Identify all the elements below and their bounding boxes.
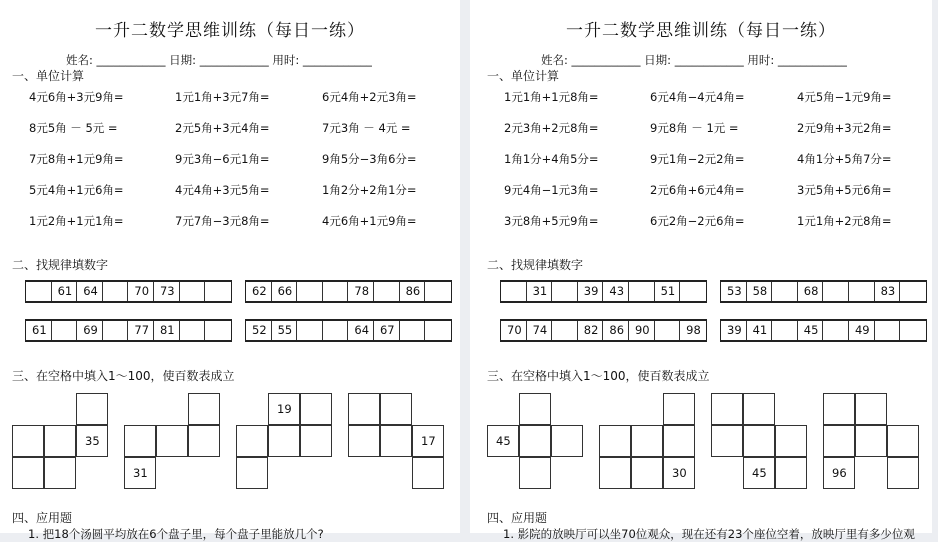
sequence-cell[interactable]: 58	[747, 282, 773, 301]
sequence-cell[interactable]	[823, 321, 849, 340]
hundred-chart-cell[interactable]	[519, 457, 551, 489]
sequence-cell[interactable]	[552, 282, 578, 301]
sequence-cell[interactable]: 64	[77, 282, 103, 301]
calc-question: 6元2角−2元6角=	[650, 214, 745, 228]
hundred-chart-cell[interactable]	[300, 425, 332, 457]
calc-question: 2元6角+6元4角=	[650, 183, 745, 197]
hundred-chart-cell[interactable]	[412, 457, 444, 489]
sequence-cell[interactable]	[875, 321, 901, 340]
sequence-cell[interactable]: 66	[272, 282, 298, 301]
hundred-chart-cell[interactable]	[188, 425, 220, 457]
sequence-cell[interactable]	[849, 282, 875, 301]
number-sequence-row	[245, 319, 452, 342]
calc-question: 1元2角+1元1角=	[29, 214, 124, 228]
hundred-chart-cell[interactable]	[599, 457, 631, 489]
sequence-cell[interactable]: 86	[603, 321, 629, 340]
calc-question: 7元8角+1元9角=	[29, 152, 124, 166]
calc-question: 6元4角−4元4角=	[650, 90, 745, 104]
sequence-cell[interactable]: 98	[686, 323, 701, 337]
sequence-cell[interactable]: 49	[849, 321, 875, 340]
hundred-chart-cell[interactable]	[300, 393, 332, 425]
hundred-chart-cell[interactable]: 35	[76, 425, 108, 457]
hundred-chart-cell[interactable]	[775, 425, 807, 457]
calc-question: 2元9角+3元2角=	[797, 121, 892, 135]
hundred-chart-cell[interactable]	[663, 425, 695, 457]
worksheet-title: 一升二数学思维训练（每日一练）	[566, 21, 836, 41]
sequence-cell[interactable]: 69	[77, 321, 103, 340]
calc-question: 1元1角+1元8角=	[504, 90, 599, 104]
calc-question: 3元5角+5元6角=	[797, 183, 892, 197]
hundred-chart-cell[interactable]: 45	[743, 457, 775, 489]
hundred-chart-cell[interactable]	[188, 393, 220, 425]
hundred-chart-cell[interactable]	[12, 457, 44, 489]
sequence-cell[interactable]	[772, 321, 798, 340]
hundred-chart-cell[interactable]	[380, 393, 412, 425]
calc-question: 1元1角+3元7角=	[175, 90, 270, 104]
hundred-chart-cell[interactable]	[156, 425, 188, 457]
calc-question: 6元4角+2元3角=	[322, 90, 417, 104]
sequence-cell[interactable]	[823, 282, 849, 301]
number-sequence-row	[25, 319, 232, 342]
sequence-cell[interactable]	[552, 321, 578, 340]
hundred-chart-cell[interactable]	[887, 425, 919, 457]
hundred-chart-cell[interactable]: 31	[124, 457, 156, 489]
sequence-cell[interactable]	[26, 282, 52, 301]
sequence-cell[interactable]	[297, 282, 323, 301]
sequence-cell[interactable]	[772, 282, 798, 301]
hundred-chart-cell[interactable]	[44, 457, 76, 489]
section-heading-unit-calc: 一、单位计算	[12, 69, 85, 83]
sequence-cell[interactable]: 82	[578, 321, 604, 340]
hundred-chart-cell[interactable]	[44, 425, 76, 457]
sequence-cell[interactable]	[680, 282, 706, 301]
number-sequence-row	[500, 319, 707, 342]
section-heading-word-problems: 四、应用题	[12, 511, 73, 525]
section-heading-pattern: 二、找规律填数字	[487, 258, 584, 272]
sequence-cell[interactable]	[323, 282, 349, 301]
calc-question: 4角1分+5角7分=	[797, 152, 892, 166]
calc-question: 9角5分−3角6分=	[322, 152, 417, 166]
worksheet-page-left	[0, 0, 460, 541]
sequence-cell[interactable]	[103, 321, 129, 340]
word-problem-1: 1. 影院的放映厅可以坐70位观众，现在还有23个座位空着，放映厅里有多少位观	[503, 527, 915, 541]
hundred-chart-cell[interactable]: 19	[268, 393, 300, 425]
calc-question: 4元4角+3元5角=	[175, 183, 270, 197]
hundred-chart-cell[interactable]	[551, 425, 583, 457]
hundred-chart-cell[interactable]	[124, 425, 156, 457]
calc-question: 9元1角−2元2角=	[650, 152, 745, 166]
sequence-cell[interactable]	[205, 321, 231, 340]
worksheet-title: 一升二数学思维训练（每日一练）	[95, 21, 365, 41]
hundred-chart-cell[interactable]	[743, 425, 775, 457]
sequence-cell[interactable]: 39	[721, 321, 747, 340]
calc-question: 3元8角+5元9角=	[504, 214, 599, 228]
sequence-cell[interactable]	[180, 321, 206, 340]
section-heading-hundred-chart: 三、在空格中填入1～100，使百数表成立	[487, 369, 710, 383]
sequence-cell[interactable]	[425, 321, 451, 340]
sequence-cell[interactable]: 78	[348, 282, 374, 301]
worksheet-page-right	[470, 0, 932, 541]
section-heading-pattern: 二、找规律填数字	[12, 258, 109, 272]
hundred-chart-cell[interactable]	[236, 425, 268, 457]
sequence-cell[interactable]: 86	[400, 282, 426, 301]
sequence-cell[interactable]	[900, 282, 926, 301]
sequence-cell[interactable]: 74	[527, 321, 553, 340]
sequence-cell[interactable]	[180, 282, 206, 301]
hundred-chart-cell[interactable]	[855, 393, 887, 425]
hundred-chart-cell[interactable]	[823, 425, 855, 457]
sequence-cell[interactable]: 61	[26, 321, 52, 340]
student-info-line: 姓名: ____________ 日期: ____________ 用时: ____________	[66, 53, 372, 67]
hundred-chart-cell[interactable]	[711, 425, 743, 457]
hundred-chart-cell[interactable]	[380, 425, 412, 457]
section-heading-unit-calc: 一、单位计算	[487, 69, 560, 83]
hundred-chart-cell[interactable]	[855, 425, 887, 457]
sequence-cell[interactable]	[323, 321, 349, 340]
section-heading-word-problems: 四、应用题	[487, 511, 548, 525]
sequence-cell[interactable]: 70	[501, 321, 527, 340]
calc-question: 9元8角 － 1元 =	[650, 121, 739, 135]
sequence-cell[interactable]	[655, 321, 681, 340]
sequence-cell[interactable]: 83	[875, 282, 901, 301]
calc-question: 9元3角−6元1角=	[175, 152, 270, 166]
word-problem-1: 1. 把18个汤圆平均放在6个盘子里，每个盘子里能放几个?	[28, 527, 324, 541]
sequence-cell[interactable]: 61	[52, 282, 78, 301]
hundred-chart-cell[interactable]: 45	[487, 425, 519, 457]
hundred-chart-cell[interactable]	[76, 393, 108, 425]
sequence-cell[interactable]: 90	[629, 321, 655, 340]
hundred-chart-cell[interactable]	[823, 393, 855, 425]
number-sequence-row	[245, 280, 452, 303]
calc-question: 1角2分+2角1分=	[322, 183, 417, 197]
calc-question: 4元6角+1元9角=	[322, 214, 417, 228]
sequence-cell[interactable]: 77	[128, 321, 154, 340]
sequence-cell[interactable]: 43	[603, 282, 629, 301]
number-sequence-row	[500, 280, 707, 303]
sequence-cell[interactable]: 62	[246, 282, 272, 301]
hundred-chart-cell[interactable]: 96	[823, 457, 855, 489]
hundred-chart-cell[interactable]	[268, 425, 300, 457]
hundred-chart-cell[interactable]	[12, 425, 44, 457]
sequence-cell[interactable]	[425, 282, 451, 301]
calc-question: 2元5角+3元4角=	[175, 121, 270, 135]
student-info-line: 姓名: ____________ 日期: ____________ 用时: ____________	[541, 53, 847, 67]
calc-question: 7元3角 － 4元 =	[322, 121, 411, 135]
sequence-cell[interactable]	[629, 282, 655, 301]
hundred-chart-cell[interactable]	[631, 425, 663, 457]
hundred-chart-cell[interactable]: 17	[412, 425, 444, 457]
sequence-cell[interactable]: 68	[798, 282, 824, 301]
sequence-cell[interactable]: 41	[747, 321, 773, 340]
sequence-cell[interactable]	[52, 321, 78, 340]
calc-question: 4元6角+3元9角=	[29, 90, 124, 104]
hundred-chart-cell[interactable]: 30	[663, 457, 695, 489]
calc-question: 9元4角−1元3角=	[504, 183, 599, 197]
hundred-chart-cell[interactable]	[887, 457, 919, 489]
sequence-cell[interactable]	[374, 282, 400, 301]
calc-question: 1元1角+2元8角=	[797, 214, 892, 228]
number-sequence-row	[720, 280, 927, 303]
section-heading-hundred-chart: 三、在空格中填入1～100，使百数表成立	[12, 369, 235, 383]
calc-question: 4元5角−1元9角=	[797, 90, 892, 104]
sequence-cell[interactable]	[103, 282, 129, 301]
number-sequence-row	[25, 280, 232, 303]
calc-question: 8元5角 － 5元 =	[29, 121, 118, 135]
hundred-chart-cell[interactable]	[711, 393, 743, 425]
sequence-cell[interactable]: 45	[798, 321, 824, 340]
hundred-chart-cell[interactable]	[663, 393, 695, 425]
sequence-cell[interactable]	[400, 321, 426, 340]
hundred-chart-cell[interactable]	[236, 457, 268, 489]
sequence-cell[interactable]	[501, 282, 527, 301]
sequence-cell[interactable]: 53	[721, 282, 747, 301]
sequence-cell[interactable]: 31	[527, 282, 553, 301]
sequence-cell[interactable]: 64	[348, 321, 374, 340]
hundred-chart-cell[interactable]	[599, 425, 631, 457]
calc-question: 1角1分+4角5分=	[504, 152, 599, 166]
hundred-chart-cell[interactable]	[348, 425, 380, 457]
calc-question: 7元7角−3元8角=	[175, 214, 270, 228]
sequence-cell[interactable]: 51	[655, 282, 681, 301]
sequence-cell[interactable]: 55	[272, 321, 298, 340]
hundred-chart-cell[interactable]	[631, 457, 663, 489]
sequence-cell[interactable]: 67	[374, 321, 400, 340]
sequence-cell[interactable]	[297, 321, 323, 340]
calc-question: 5元4角+1元6角=	[29, 183, 124, 197]
sequence-cell[interactable]	[205, 282, 231, 301]
sequence-cell[interactable]: 52	[246, 321, 272, 340]
hundred-chart-cell[interactable]	[519, 425, 551, 457]
sequence-cell[interactable]: 73	[154, 282, 180, 301]
hundred-chart-cell[interactable]	[775, 457, 807, 489]
hundred-chart-cell[interactable]	[743, 393, 775, 425]
calc-question: 2元3角+2元8角=	[504, 121, 599, 135]
hundred-chart-cell[interactable]	[348, 393, 380, 425]
sequence-cell[interactable]	[900, 321, 926, 340]
sequence-cell[interactable]: 39	[578, 282, 604, 301]
sequence-cell[interactable]: 70	[128, 282, 154, 301]
number-sequence-row	[720, 319, 927, 342]
sequence-cell[interactable]: 81	[154, 321, 180, 340]
hundred-chart-cell[interactable]	[519, 393, 551, 425]
